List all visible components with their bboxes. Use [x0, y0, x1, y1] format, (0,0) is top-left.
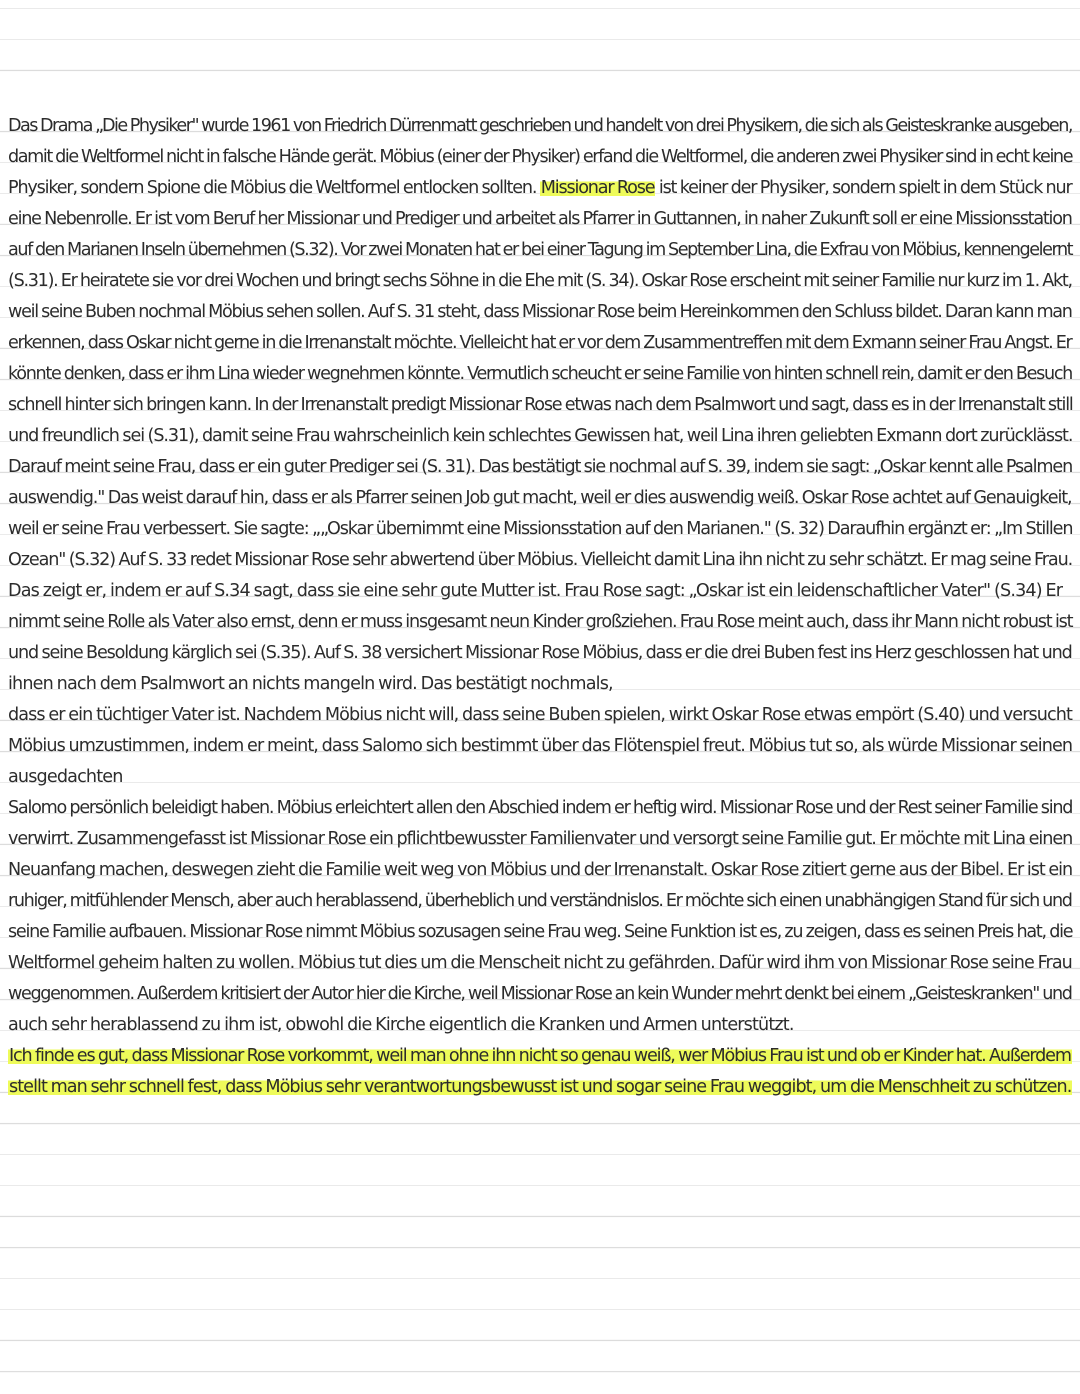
highlighted-phrase: Missionar Rose [540, 178, 655, 198]
text-line: weil er seine Frau verbessert. Sie sagte: „„Oskar übernimmt eine Missionsstation auf den Marianen." (S. 32) Daraufhin ergänzt er: „Im Stillen [8, 519, 1073, 539]
essay-text [8, 111, 1072, 1103]
text-line [8, 173, 1072, 204]
text-line: nimmt seine Rolle als Vater also ernst, denn er muss insgesamt neun Kinder großziehen. Frau Rose meint auch, dass ihr Mann nicht robust ist [8, 612, 1073, 632]
highlighted-line [8, 1041, 1072, 1072]
text-line: erkennen, dass Oskar nicht gerne in die Irrenanstalt möchte. Vielleicht hat er vor dem Zusammentreffen mit dem Exmann seiner Frau Angst. Er [8, 333, 1072, 353]
text-line: und freundlich sei (S.31), damit seine Frau wahrscheinlich kein schlechtes Gewissen hat, weil Lina ihren geliebten Exmann dort zurücklässt. [8, 426, 1073, 446]
text-line: ihnen nach dem Psalmwort an nichts mangeln wird. Das bestätigt nochmals, [8, 674, 613, 694]
text-line: und seine Besoldung kärglich sei (S.35). Auf S. 38 versichert Missionar Rose Möbius, dass er die drei Buben fest ins Herz geschlossen hat und [8, 643, 1072, 663]
text-line: auf den Marianen Inseln übernehmen (S.32). Vor zwei Monaten hat er bei einer Tagung im September Lina, die Exfrau von Möbius, kennengelernt [8, 240, 1073, 260]
text-line: weil seine Buben nochmal Möbius sehen sollen. Auf S. 31 steht, dass Missionar Rose beim Hereinkommen den Schluss bildet. Daran kann man [8, 302, 1072, 322]
text-line: damit die Weltformel nicht in falsche Hände gerät. Möbius (einer der Physiker) erfand die Weltformel, die anderen zwei Physiker sind in echt keine [8, 147, 1073, 167]
text-line: Weltformel geheim halten zu wollen. Möbius tut dies um die Menscheit nicht zu gefährden. Dafür wird ihm von Missionar Rose seine Frau [8, 953, 1072, 973]
text-segment: Physiker, sondern Spione die Möbius die Weltformel entlocken sollten. [8, 178, 537, 198]
text-line: eine Nebenrolle. Er ist vom Beruf her Missionar und Prediger und arbeitet als Pfarrer in Guttannen, in naher Zukunft soll er eine Missionsstation [8, 209, 1072, 229]
text-line: (S.31). Er heiratete sie vor drei Wochen und bringt sechs Söhne in die Ehe mit (S. 34). Oskar Rose erscheint mit seiner Familie nur kurz im 1. Akt, [8, 271, 1072, 291]
text-line: ruhiger, mitfühlender Mensch, aber auch herablassend, überheblich und verständnislos. Er möchte sich einen unabhängigen Stand für sich und [8, 891, 1072, 911]
text-line: Salomo persönlich beleidigt haben. Möbius erleichtert allen den Abschied indem er heftig wird. Missionar Rose und der Rest seiner Familie sind [8, 798, 1073, 818]
text-line: Das Drama „Die Physiker" wurde 1961 von Friedrich Dürrenmatt geschrieben und handelt von drei Physikern, die sich als Geisteskranke ausgeben, [8, 116, 1072, 136]
text-line: verwirrt. Zusammengefasst ist Missionar Rose ein pflichtbewusster Familienvater und versorgt seine Familie gut. Er möchte mit Lina einen [8, 829, 1073, 849]
text-line: Ozean" (S.32) Auf S. 33 redet Missionar Rose sehr abwertend über Möbius. Vielleicht damit Lina ihn nicht zu sehr schätzt. Er mag seine Frau. [8, 550, 1073, 570]
highlighted-sentence: stellt man sehr schnell fest, dass Möbius sehr verantwortungsbewusst ist und sogar seine Frau weggibt, um die Menschheit zu schützen. [9, 1077, 1072, 1097]
text-line: auswendig." Das weist darauf hin, dass er als Pfarrer seinen Job gut macht, weil er dies auswendig weiß. Oskar Rose achtet auf Genauigkeit, [8, 488, 1072, 508]
text-line: Neuanfang machen, deswegen zieht die Familie weit weg von Möbius und der Irrenanstalt. Oskar Rose zitiert gerne aus der Bibel. Er ist ein [8, 860, 1073, 880]
text-line: Darauf meint seine Frau, dass er ein guter Prediger sei (S. 31). Das bestätigt sie nochmal auf S. 39, indem sie sagt: „Oskar kennt alle Psalmen [8, 457, 1073, 477]
text-segment: ist keiner der Physiker, sondern spielt in dem Stück nur [658, 178, 1072, 198]
highlighted-line [8, 1072, 1072, 1103]
text-line: schnell hinter sich bringen kann. In der Irrenanstalt predigt Missionar Rose etwas nach dem Psalmwort und sagt, dass es in der Irrenanstalt still [8, 395, 1073, 415]
text-line: seine Familie aufbauen. Missionar Rose nimmt Möbius sozusagen seine Frau weg. Seine Funktion ist es, zu zeigen, dass es seinen Preis hat, die [8, 922, 1073, 942]
text-line: Möbius umzustimmen, indem er meint, dass Salomo sich bestimmt über das Flötenspiel freut. Möbius tut so, als würde Missionar seinen [8, 736, 1073, 756]
text-line: auch sehr herablassend zu ihm ist, obwohl die Kirche eigentlich die Kranken und Armen unterstützt. [8, 1015, 794, 1035]
text-line: dass er ein tüchtiger Vater ist. Nachdem Möbius nicht will, dass seine Buben spielen, wirkt Oskar Rose etwas empört (S.40) und versucht [8, 705, 1073, 725]
text-line: könnte denken, dass er ihm Lina wieder wegnehmen könnte. Vermutlich scheucht er seine Familie von hinten schnell rein, damit er den Besuch [8, 364, 1073, 384]
highlighted-sentence: Ich finde es gut, dass Missionar Rose vorkommt, weil man ohne ihn nicht so genau weiß, wer Möbius Frau ist und ob er Kinder hat. Außerdem [9, 1046, 1071, 1066]
text-line: ausgedachten [8, 767, 123, 787]
text-line: weggenommen. Außerdem kritisiert der Autor hier die Kirche, weil Missionar Rose an kein Wunder mehrt denkt bei einem „Geisteskranken" und [8, 984, 1072, 1004]
text-line: Das zeigt er, indem er auf S.34 sagt, dass sie eine sehr gute Mutter ist. Frau Rose sagt: „Oskar ist ein leidenschaftlicher Vater" (S.34) Er [8, 581, 1063, 601]
